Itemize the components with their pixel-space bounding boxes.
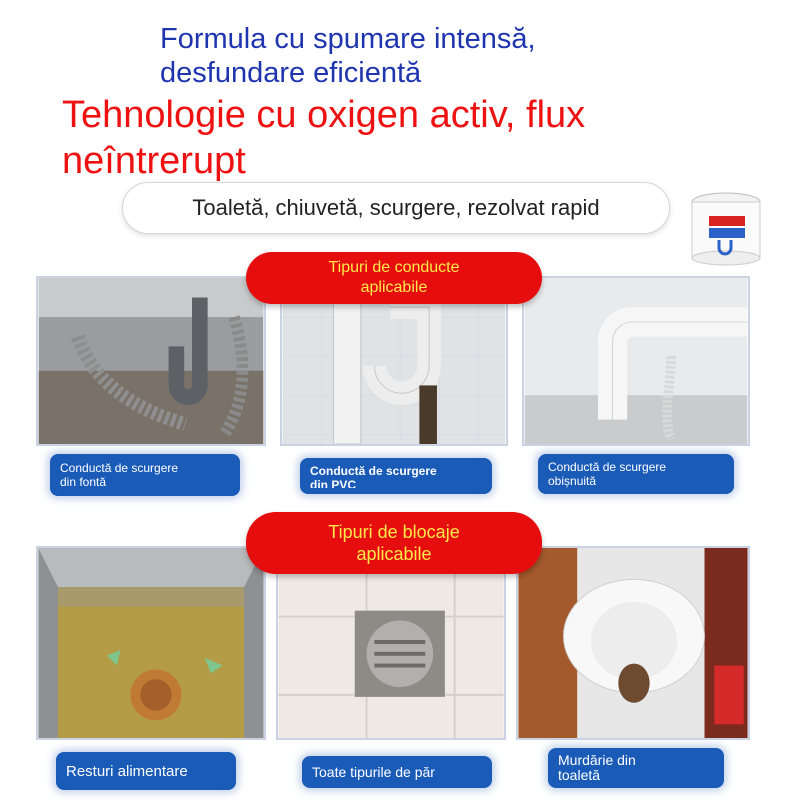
label-regular-line-2: obișnuită: [548, 474, 597, 488]
label-hair: [302, 756, 492, 788]
feature-pill-text: Toaletă, chiuvetă, scurgere, rezolvat rapid: [192, 195, 600, 220]
label-food-waste-line-1: Resturi alimentare: [66, 762, 188, 780]
headline-red-line-2: neîntrerupt: [62, 140, 246, 182]
section-banner-clog-types: [246, 512, 542, 574]
headline-red: [62, 92, 702, 184]
banner-clog-title-line-2: aplicabile: [356, 544, 432, 564]
label-cast-iron-pipe: [50, 454, 240, 496]
label-cast-iron-line-2: din fontă: [60, 475, 107, 489]
cast-iron-pipe-photo: [36, 276, 266, 446]
label-food-waste: [56, 752, 236, 790]
label-cast-iron-line-1: Conductă de scurgere: [60, 461, 179, 475]
label-toilet-dirt: [548, 748, 724, 788]
label-regular-line-1: Conductă de scurgere: [548, 460, 667, 474]
headline-blue: [160, 22, 720, 90]
label-regular-pipe: [538, 454, 734, 494]
banner-pipe-title-line-1: Tipuri de conducte: [328, 259, 460, 276]
headline-red-line-1: Tehnologie cu oxigen activ, flux: [62, 94, 586, 136]
label-pvc-line-2: din PVC: [310, 478, 357, 488]
floor-drain-hair-photo: [276, 546, 506, 740]
section-banner-pipe-types: [246, 252, 542, 304]
banner-clog-title-line-1: Tipuri de blocaje: [328, 522, 460, 542]
label-hair-line-1: Toate tipurile de păr: [312, 764, 435, 780]
toilet-dirt-photo: [516, 546, 750, 740]
product-jar-icon: [683, 190, 769, 266]
feature-pill: [122, 182, 670, 234]
label-toilet-line-2: toaletă: [558, 767, 601, 783]
label-pvc-pipe: [300, 458, 492, 494]
banner-pipe-title-line-2: aplicabile: [360, 279, 428, 296]
food-waste-sink-photo: [36, 546, 266, 740]
regular-pipe-photo: [522, 276, 750, 446]
label-pvc-line-1: Conductă de scurgere: [310, 464, 437, 478]
label-toilet-line-1: Murdărie din: [558, 752, 636, 768]
headline-blue-line-2: desfundare eficientă: [160, 57, 422, 89]
product-jar-image: [683, 190, 769, 266]
headline-blue-line-1: Formula cu spumare intensă,: [160, 23, 536, 55]
